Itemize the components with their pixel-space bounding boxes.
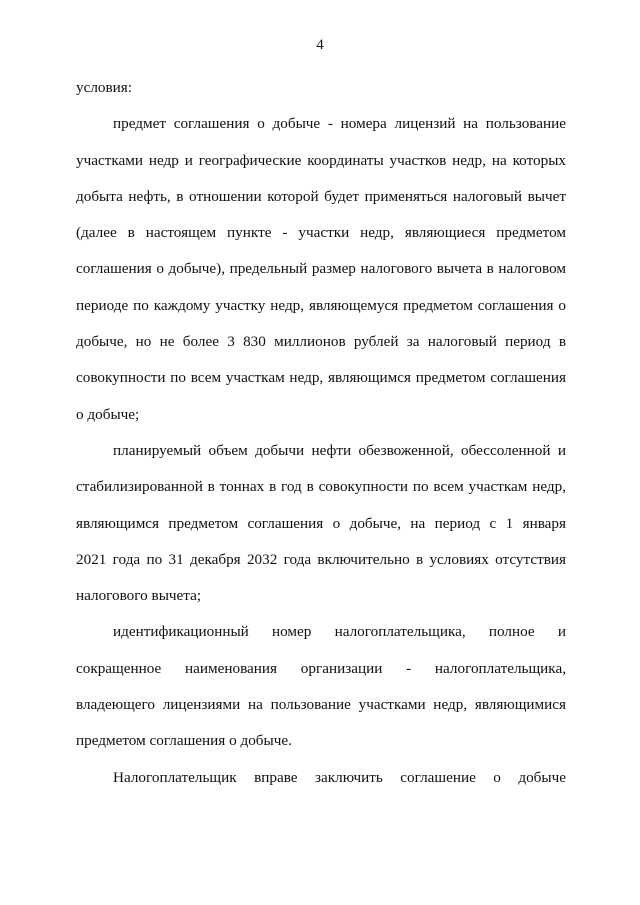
text-line: о добыче; — [76, 405, 140, 423]
text-line: предмет соглашения о добыче - номера лицензий на пользование — [113, 115, 566, 133]
page-number: 4 — [316, 37, 324, 53]
text-line: совокупности по всем участкам недр, являющимся предметом соглашения — [76, 369, 566, 387]
text-line: периоде по каждому участку недр, являющемуся предметом соглашения о — [76, 296, 566, 314]
text-line: Налогоплательщик вправе заключить соглашение о добыче — [113, 768, 566, 786]
text-line: добыче, но не более 3 830 миллионов рублей за налоговый период в — [76, 333, 566, 351]
text-line: (далее в настоящем пункте - участки недр, являющиеся предметом — [76, 224, 566, 242]
text-line: идентификационный номер налогоплательщика, полное и — [113, 623, 566, 641]
text-line: стабилизированной в тоннах в год в совокупности по всем участкам недр, — [76, 478, 566, 496]
text-line: налогового вычета; — [76, 587, 202, 605]
text-line: соглашения о добыче), предельный размер налогового вычета в налоговом — [76, 260, 566, 278]
text-line: являющимся предметом соглашения о добыче, на период с 1 января — [76, 514, 566, 532]
text-line: сокращенное наименования организации - налогоплательщика, — [76, 659, 566, 677]
text-line: условия: — [76, 79, 133, 96]
text-line: 2021 года по 31 декабря 2032 года включительно в условиях отсутствия — [76, 550, 566, 568]
text-line: добыта нефть, в отношении которой будет применяться налоговый вычет — [76, 187, 566, 205]
text-line: планируемый объем добычи нефти обезвоженной, обессоленной и — [113, 441, 566, 459]
text-line: участками недр и географические координаты участков недр, на которых — [76, 151, 566, 169]
document-body — [76, 70, 566, 796]
text-line: предметом соглашения о добыче. — [76, 732, 292, 750]
text-line: владеющего лицензиями на пользование участками недр, являющимися — [76, 696, 566, 714]
